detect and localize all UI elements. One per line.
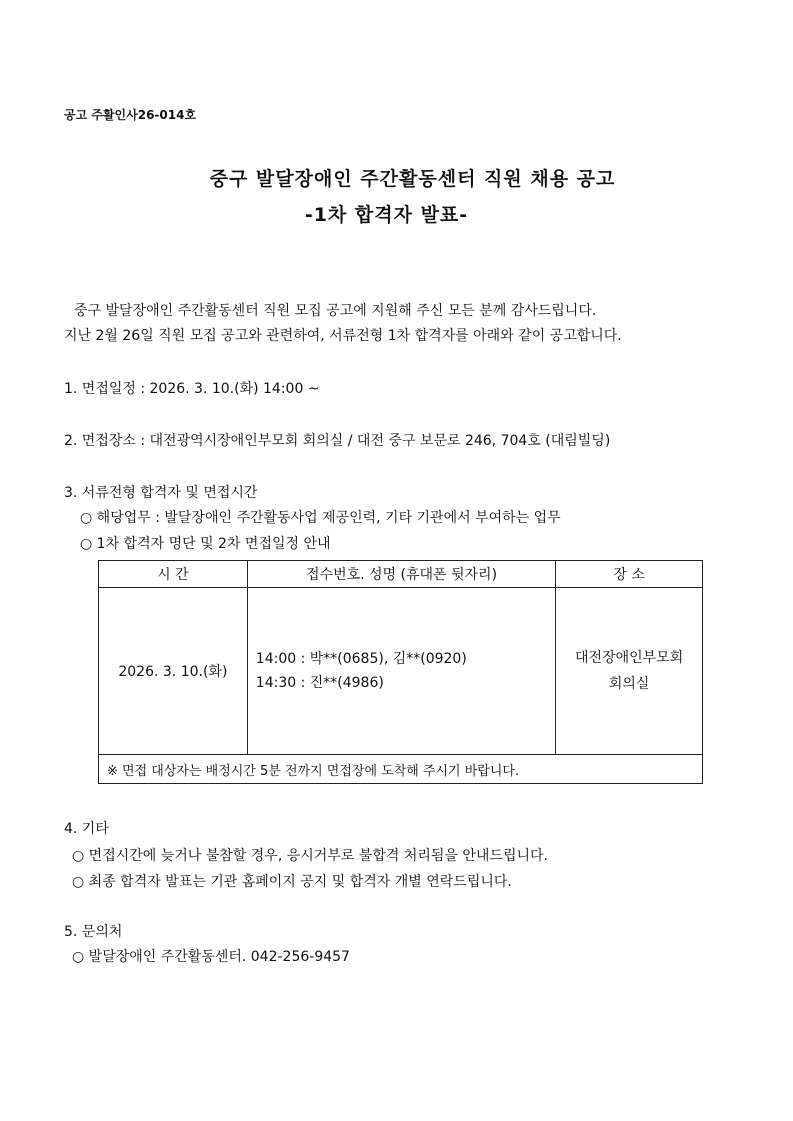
contact-info: ○ 발달장애인 주간활동센터. 042-256-9457 <box>72 949 350 965</box>
header-place: 장 소 <box>556 561 703 588</box>
notice-number: 공고 주활인사26-014호 <box>64 108 197 122</box>
section-4-heading: 4. 기타 <box>64 821 109 837</box>
applicant-entry-2: 14:30 : 진**(4986) <box>255 675 384 691</box>
interview-location: 2. 면접장소 : 대전광역시장애인부모회 회의실 / 대전 중구 보문로 246, 704호 (대림빌딩) <box>64 433 611 449</box>
table-note-row <box>99 755 703 784</box>
interview-schedule: 1. 면접일정 : 2026. 3. 10.(화) 14:00 ~ <box>64 381 320 397</box>
section-3-bullet-list: ○ 1차 합격자 명단 및 2차 면접일정 안내 <box>80 536 331 552</box>
intro-line-1: 중구 발달장애인 주간활동센터 직원 모집 공고에 지원해 주신 모든 분께 감사드립니다. <box>74 303 597 319</box>
section-3-bullet-duty: ○ 해당업무 : 발달장애인 주간활동사업 제공인력, 기타 기관에서 부여하는 업무 <box>80 510 561 526</box>
cell-place <box>556 588 703 755</box>
document-subtitle: -1차 합격자 발표- <box>304 204 469 226</box>
cell-applicants <box>247 588 555 755</box>
place-line-2: 회의실 <box>608 676 650 692</box>
cell-date: 2026. 3. 10.(화) <box>99 588 248 755</box>
schedule-table <box>98 560 703 784</box>
intro-line-2: 지난 2월 26일 직원 모집 공고와 관련하여, 서류전형 1차 합격자를 아래와 같이 공고합니다. <box>64 328 622 344</box>
header-time: 시 간 <box>99 561 248 588</box>
section-3-heading: 3. 서류전형 합격자 및 면접시간 <box>64 485 258 501</box>
section-5-heading: 5. 문의처 <box>64 924 123 940</box>
applicant-entry-1: 14:00 : 박**(0685), 김**(0920) <box>255 651 467 667</box>
table-header-row <box>99 561 703 588</box>
document-title: 중구 발달장애인 주간활동센터 직원 채용 공고 <box>209 168 616 190</box>
table-note: ※ 면접 대상자는 배정시간 5분 전까지 면접장에 도착해 주시기 바랍니다. <box>99 755 703 784</box>
table-row <box>99 588 703 755</box>
section-4-bullet-final: ○ 최종 합격자 발표는 기관 홈페이지 공지 및 합격자 개별 연락드립니다. <box>72 874 512 890</box>
section-4-bullet-late: ○ 면접시간에 늦거나 불참할 경우, 응시거부로 불합격 처리됨을 안내드립니다. <box>72 848 548 864</box>
header-applicants: 접수번호. 성명 (휴대폰 뒷자리) <box>247 561 555 588</box>
place-line-1: 대전장애인부모회 <box>575 650 684 666</box>
